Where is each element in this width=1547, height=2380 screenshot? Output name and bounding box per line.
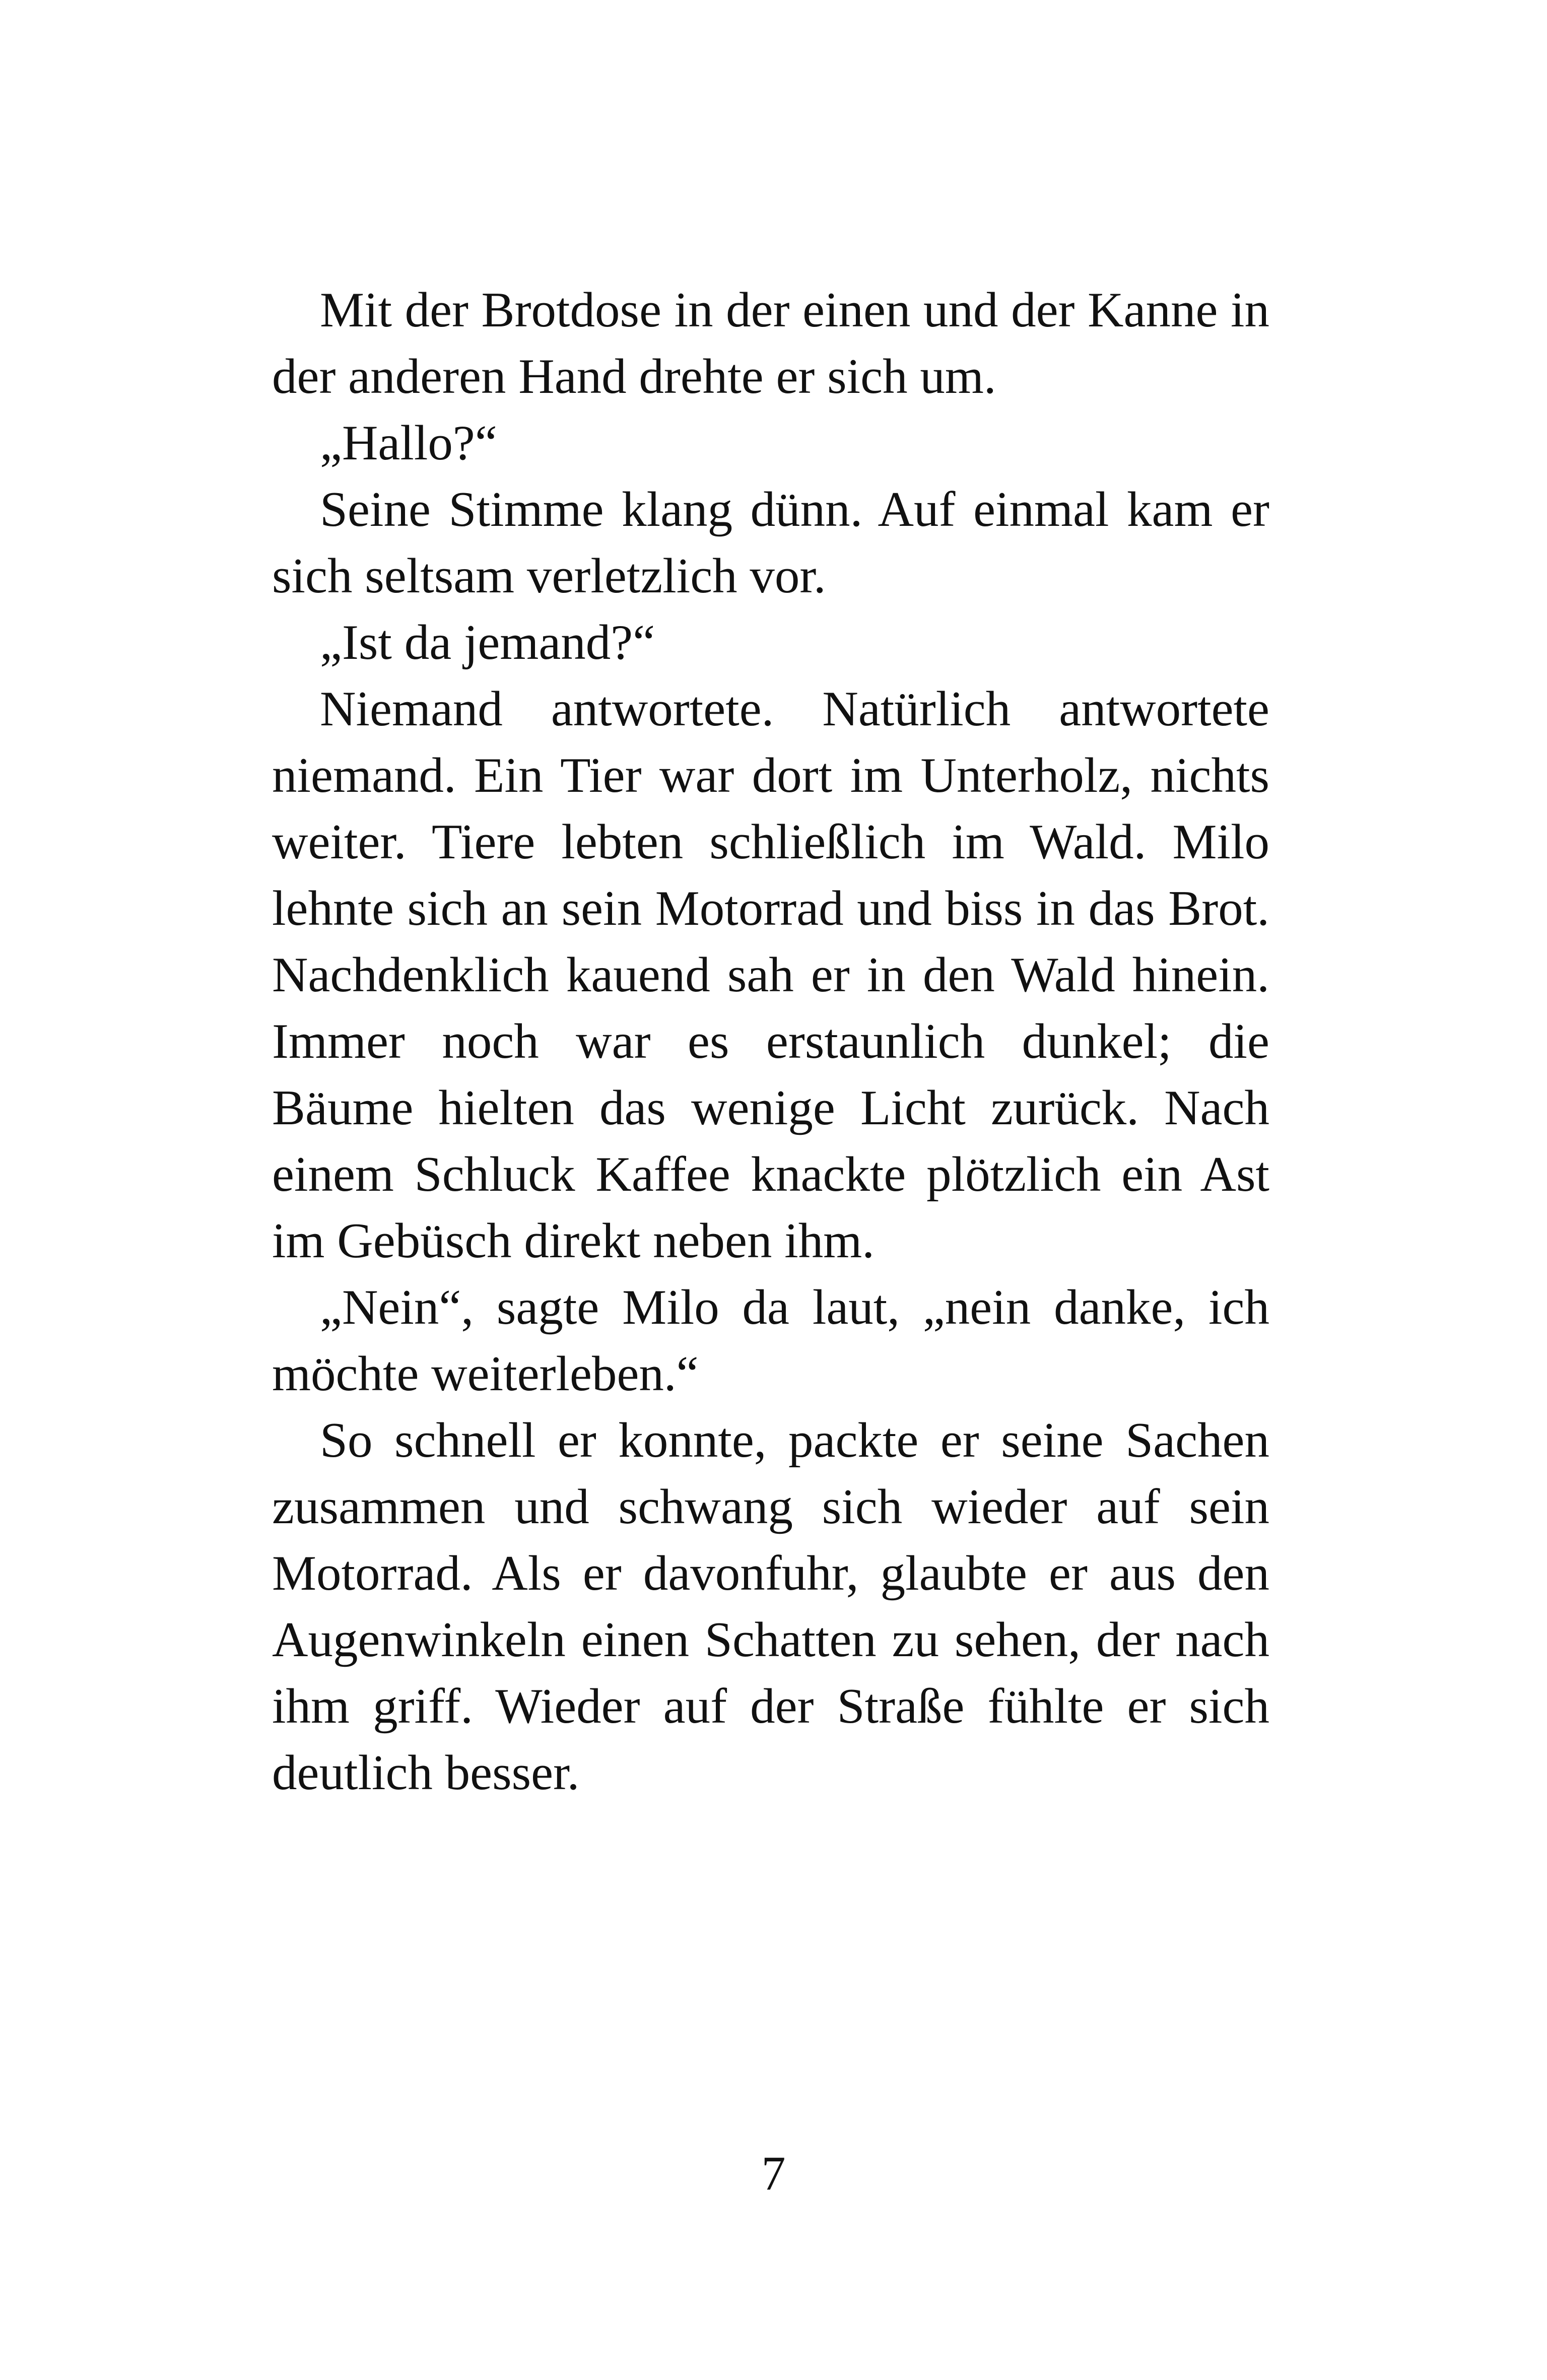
paragraph-1: Mit der Brotdose in der einen und der Kanne in der anderen Hand drehte er sich um. [272,283,1269,404]
paragraph-5: Niemand antwortete. Natürlich antwortete niemand. Ein Tier war dort im Unterholz, nichts weiter. Tiere lebten schließlich im Wald. Milo lehnte sich an sein Motorrad und biss in das Brot. Nachdenklich kauend sah er in den Wald hinein. Immer noch war es erstaunlich dunkel; die Bäume hielten das wenige Licht zurück. Nach einem Schluck Kaffee knackte plötzlich ein Ast im Gebüsch direkt neben ihm. [272,682,1269,1268]
paragraph-7: So schnell er konnte, packte er seine Sachen zusammen und schwang sich wieder auf sein Motorrad. Als er davonfuhr, glaubte er aus den Augenwinkeln einen Schatten zu sehen, der nach ihm griff. Wieder auf der Straße fühlte er sich deutlich besser. [272,1413,1269,1800]
paragraph-4: „Ist da jemand?“ [320,615,655,670]
paragraph-3: Seine Stimme klang dünn. Auf einmal kam er sich seltsam verletzlich vor. [272,482,1269,603]
paragraph-2: „Hallo?“ [320,416,497,470]
page-number: 7 [761,2146,786,2200]
paragraph-6: „Nein“, sagte Milo da laut, „nein danke, ich möchte weiterleben.“ [272,1280,1269,1401]
body-text [272,277,1269,1806]
